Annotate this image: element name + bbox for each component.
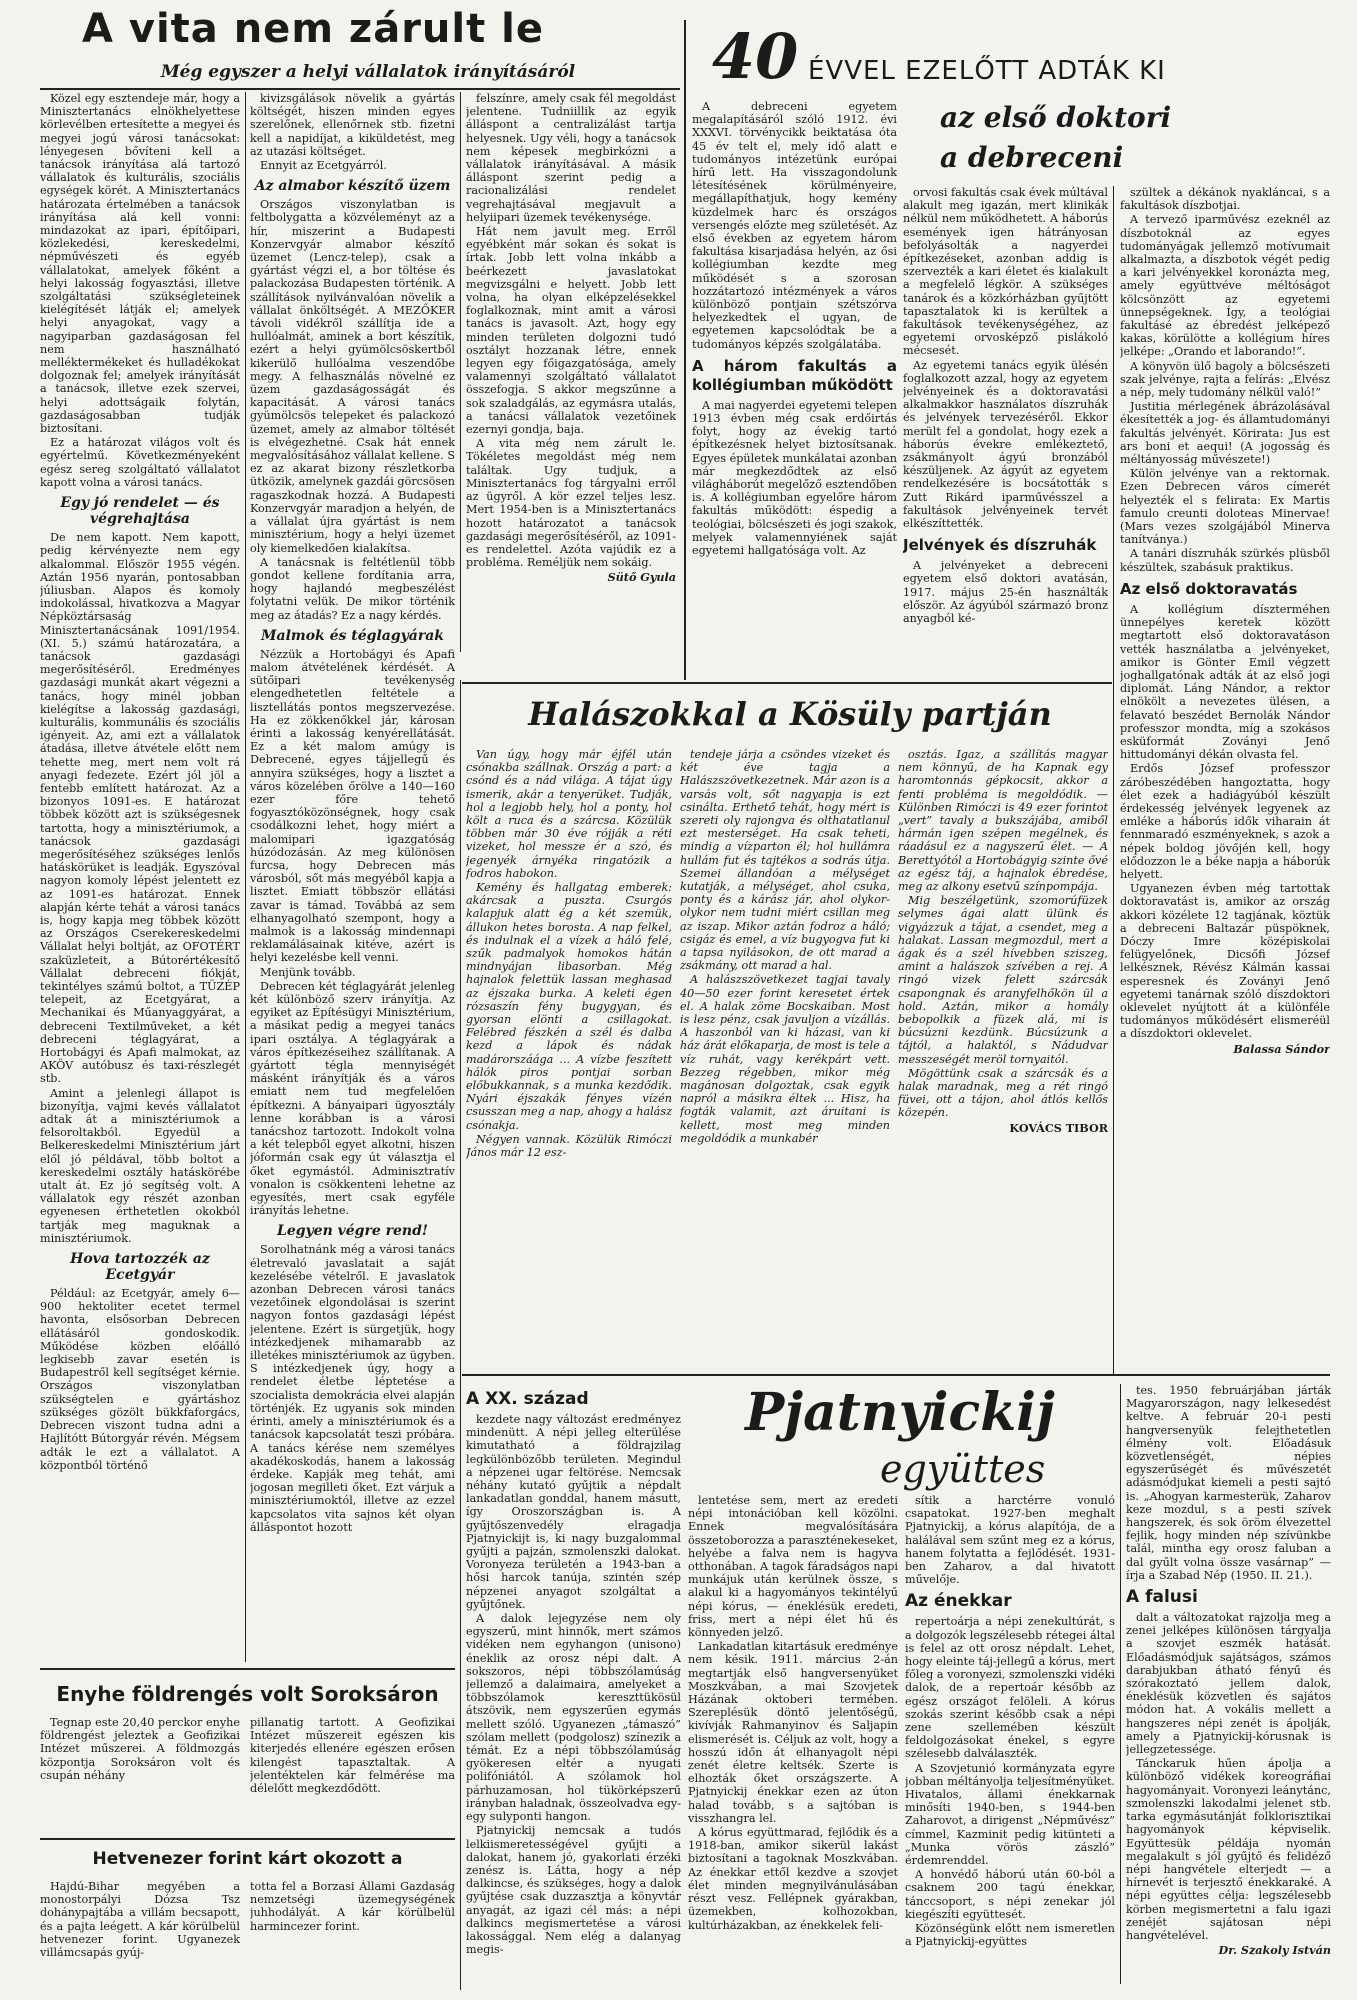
paragraph: Van úgy, hogy már éjfél után csónakba szállnak. Ország a part: a csónd és a nád világa. A tájat úgy ismerik, akár a tenyerüket. Tudják, hol a legjobb hely, hol a ponty, hol költ a ruca és a szárcsa. Közülük többen már 30 éve rójják a réti vizeket, hol messze ér a szó, és jegenyék árnyéka ringatózik a fodros habokon.	[466, 748, 672, 880]
paragraph: dalt a változatokat rajzolja meg a zenei jelképes különösen tárgyalja a szovjet eszmék hatását. Előadásmódjuk sajátságos, számos darabjukban átható fényű és szórakoztató jellem dalok, éneklésük közvetlen és sajátos módon hat. A vokális mellett a hangszeres népi zenét is ápolják, amely a Pjatnyickij-kórusnak is jellegzetessége.	[1126, 1611, 1331, 1757]
paragraph: Tegnap este 20,40 perckor enyhe földrengést jeleztek a Geofizikai Intézet műszerei. A földmozgás központja Soroksáron volt és csupán néhány	[40, 1716, 240, 1782]
paragraph: Sorolhatnánk még a városi tanács életrevaló javaslatait a saját kezelésébe vételről. E javaslatok azonban Debrecen városi tanács vezetőinek elgondolásai is szerint nagyon fontos gazdasági lépést jelentene. Ezért is sürgetjük, hogy intézkedjenek mihamarabb az illetékes minisztériumok az ügyben. S intézkedjenek úgy, hogy a rendelet életbe léptetése a szocialista demokrácia elvei alapján történjék. Ez ugyanis sok minden érinti, amely a minisztériumok és a tanácsok kapcsolatát teszi próbára. A tanács kérése nem személyes akadékoskodás, hanem a lakosság érdeke. Kapják meg tehát, ami jogosan megilleti őket. Ezt várjuk a minisztériumoktól, illetve az ezzel kapcsolatos vita sajnos két olyan álláspontot hozott	[250, 1243, 455, 1534]
paragraph: szültek a dékánok nyakláncai, s a fakultások díszbotjai.	[1120, 186, 1330, 213]
paragraph: De nem kapott. Nem kapott, pedig kérvényezte nem egy alkalommal. Először 1955 végén. Aztán 1956 nyarán, pontosabban júliusban. Alapos és komoly indokolással, hivatkozva a Magyar Népköztársaság Minisztertanácsának 1091/1954. (XI. 5.) számú határozatára, a tanácsok gazdasági megerősítéséről. Eredményes gazdasági munkát akart végezni a tanács, hogy minél jobban kielégítse a lakosság gazdasági, kulturális, kommunális és szociális igényeit. Az, ami ezt a vállalatok átadása, illetve átvétele előtt nem tehette meg, mert nem volt rá anyagi fedezete. Ezért jól jöl a fentebb említett határozat. Az a bizonyos 1091-es. E határozat többek között azt is szükségesnek tartotta, hogy a minisztériumok, a tanácsok gazdasági megerősítéséhez szükséges lenlős hatáskörüket is leadják. Egyszóval nagyon komoly lépést jelentett ez az 1091-es határozat. Ennek alapján kérte tehát a városi tanács is, hogy kapja meg többek között az Országos Cserekereskedelmi Vállalat helyi boltját, az OFOTÉRT szaküzleteit, a Bútorértékesítő Vállalat debreceni fiókját, tekintélyes számú boltot, a TÜZÉP telepeit, az Ecetgyárat, a Mechanikai és Műanyaggyárat, a debreceni Textilműveket, a két debreceni téglagyárat, a Hortobágyi és Apafi malmokat, az AKÖV autóbusz és taxi-részlegét stb.	[40, 531, 240, 1086]
article3-author: KOVÁCS TIBOR	[1009, 1120, 1108, 1135]
article4-headline: Enyhe földrengés volt Soroksáron	[56, 1682, 439, 1706]
article1-subhead: Még egyszer a helyi vállalatok irányításáról	[160, 62, 576, 82]
section-divider	[460, 680, 461, 1990]
paragraph: orvosi fakultás csak évek múltával alakult meg igazán, mert klinikák nélkül nem működhetett. A háborús események igen hátrányosan befolyásolták a nagyerdei építkezéseket, azonban addig is szervezték a kari életet és kialakult a megfelelő légkör. A szükséges tanárok és a közkórházban gyűjtött tapasztalatok ki is kerültek a fakultások tevékenységéhez, az egyetemi orvosképző pislákoló mécsesét.	[903, 186, 1108, 358]
article1-subheading-3: Az almabor készítő üzem	[254, 178, 451, 195]
article1-subheading-1: Egy jó rendelet — és végrehajtása	[60, 495, 220, 528]
article1-subheading-4: Malmok és téglagyárak	[261, 627, 444, 644]
column-divider	[460, 92, 461, 652]
article6-headline-2: együttes	[880, 1447, 1046, 1491]
paragraph: A mai nagyerdei egyetemi telepen 1913 évben még csak erdőirtás folyt, hogy az évekig tartó építkezésnek helyet biztosítsanak. Egyes épületek munkálatai azonban már megkezdődtek az első világháborút megelőző esztendőben is. A kollégiumban egyelőre három fakultás működött: éspedig a teológiai, bölcsészeti és jogi szakok, melyek valamennyiének saját egyetemi hallgatósága volt. Az	[692, 398, 897, 558]
paragraph: A tanácsnak is feltétlenül több gondot kellene fordítania arra, hogy hajlandó megbeszélést folytatni velük. De mikor történik meg az átadás? Ez a nagy kérdés.	[250, 555, 455, 622]
article6-column-2	[688, 1494, 898, 1992]
paragraph: Hát nem javult meg. Erről egyébként már sokan és sokat is írtak. Jobb lett volna inkább a beérkezett javaslatokat megvizsgálni e helyett. Jobb lett volna, ha olyan elképzelésekkel foglalkoznak, mint amit a városi tanács is javasolt. Azt, hogy egy minden területen dolgozni tudó osztályt hozzanak létre, ennek legyen egy főigazgatósága, amely valamennyi szolgáltató vállalatot összefogja. S akkor megszűnne a sok szaladgálás, az egymásra utalás, a tanácsi vállalatok vezetőinek ezernyi gondja, baja.	[466, 225, 676, 437]
article2-column-2	[903, 186, 1108, 680]
column-divider	[1113, 186, 1114, 1376]
article2-subheading-3: Az első doktoravatás	[1120, 579, 1298, 598]
paragraph: A tervező iparművész ezeknél az díszbotoknál az egyes tudományágak jellemző motívumait alkalmazta, a díszbotok végét pedig a kari jelvényekkel koronázta meg, amely együttvéve méltóságot kölcsönzött az egyetemi ünnepségeknek. Így, a teológiai fakultásé az ébredést jelképező kakas, körülötte a kollégium híres jelképe: „Orando et laborando!”.	[1120, 213, 1330, 359]
paragraph: Hajdú-Bihar megyében a monostorpályi Dózsa Tsz dohánypajtába a villám becsapott, és a pajta leégett. A kár körülbelül hetvenezer forint. Ugyanezek villámcsapás gyúj-	[40, 1880, 240, 1960]
article5-headline: Hetvenezer forint kárt okozott a	[92, 1849, 403, 1869]
paragraph: Kemény és hallgatag emberek: akárcsak a puszta. Csurgós kalapjuk alatt ég a két szemük, állukon hetes borosta. A nap felkel, és indulnak el a vízek a háló felé, szűk padmalyok homokos hátán mindnyájan libasorban. Még hajnalok felettük lassan meghasad az éjszaka burka. A keleti égen rózsaszín fény bugygyan, és gyorsan elönti a csillagokat. Felébred fészkén a szél és dalba kezd a lápok és nádak madárorszáága ... A vízbe feszített hálók piros pontjai sorban előbukkannak, s a munka kezdődik. Nyári éjszakák fényes vízén csusszan meg a nap, ahogy a halász csónakja.	[466, 881, 672, 1132]
article6-column-4	[1126, 1384, 1331, 1992]
article1-column-1	[40, 92, 240, 1664]
article1-subheading-2: Hova tartozzék az Ecetgyár	[70, 1251, 210, 1284]
paragraph: A tanári díszruhák szürkés plüsből készültek, szabásuk praktikus.	[1120, 547, 1330, 574]
paragraph: A halászszövetkezet tagjai tavaly 40—50 ezer forint keresetet értek el. A halak zöme Bocskaiban. Most is lesz pénz, csak javuljon a vízállás. A haszonból van ki házasi, van ki ház árát előkaparja, de most is tele a víz ruhát, vagy kerékpárt vett. Bezzeg régebben, mikor még magánosan dolgoztak, csak egyik napról a másikra éltek ... Hisz, ha fogták valamit, azt áruitani is kellett, most meg minden megoldódik a munkabér	[680, 973, 890, 1145]
article2-column-3	[1120, 186, 1330, 1376]
paragraph: Tánckaruk hűen ápolja a különböző vidékek koreográfiai hagyományait. Voronyezi leánytánc, szmolenszki lakodalmi jelenet stb. tarka egymásutánját folklorisztikai hagyományok képviselik. Együttesük példája nyomán megalakult s jól gyűjtő és felidéző népi hangvétele elterjedt — a hírnevét is terjesztő énekkaraké. A népi együttes célja: legszélesebb körben megismertetni a falu igazi zenéjét sajátosan népi hangvételével.	[1126, 1757, 1331, 1942]
paragraph: tendeje járja a csöndes vizeket és két éve tagja a Halászszövetkezetnek. Már azon is a varsás volt, sőt nagyapja is ezt csinálta. Erthető tehát, hogy mért is szereti oly rajongva és olthatatlanul ezt mesterséget. Ha csak teheti, mindig a vízparton él; hol hullámra hullám fut és tajtékos a sodrás útja. Szemei állandóan a mélységet kutatják, a mélységet, ahol csuka, ponty és a kárász jár, ahol olykor-olykor nem tudni miért csillan meg az iszap. Mikor aztán fodroz a háló; csigáz és emel, a víz bugyogva fut ki a tapsa nyilásokon, de ott marad a zsákmány, ott marad a hal.	[680, 748, 890, 973]
article1-column-3	[466, 92, 676, 677]
paragraph: Nézzük a Hortobágyi és Apafi malom átvételének kérdését. A sütőipari tevékenység elengedhetetlen feltétele a lisztellátás pontos megszervezése. Ha ez zökkenőkkel jár, károsan érinti a lakosság kenyérellátását. Ez a két malom amúgy is Debrecené, egyes tájjellegű és annyira szükséges, hogy a lisztet a város közelében őrölve a 140—160 ezer főre tehető fogyasztóközönségnek, hogy csak csodálkozni lehet, hogy miért a malomipari igazgatóság húzódozásán. Az meg különösen furcsa, hogy Debrecen más városból, sőt más megyéből kapja a lisztet. Emiatt többször ellátási zavar is támad. Továbbá az sem elhanyagolható szempont, hogy a malmok is a lakosság mindennapi reklamálásainak kitéve, azért is helyi kezelésbe kell venni.	[250, 647, 455, 965]
article1-author: Sütő Gyula	[607, 570, 676, 585]
paragraph: felszínre, amely csak fél megoldást jelentene. Tudniillik az egyik álláspont a centralizálást tartja helyesnek. Ugy véli, hogy a tanácsok nem képesek megbirkózni a vállalatok irányításával. A másik álláspont szerint pedig a racionalizálási rendelet vegrehajtásával megjavult a helyiipari üzemek tevékenysége.	[466, 92, 676, 224]
article5-column-2	[250, 1880, 455, 1990]
paragraph: totta fel a Borzasi Állami Gazdaság nemzetségi üzemegységének juhhodályát. A kár körülbelül harmincezer forint.	[250, 1880, 455, 1933]
paragraph: Négyen vannak. Közülük Rimóczi János már 12 esz-	[466, 1132, 672, 1160]
section-divider	[684, 20, 686, 680]
article4-column-1	[40, 1716, 240, 1836]
article6-column-3	[905, 1494, 1115, 1992]
paragraph: kivizsgálások növelik a gyártás költségét, hiszen minden egyes szerelőnek, ellenőrnek stb. fizetni kell a napidíjat, a kiküldetést, meg az utazási költséget.	[250, 92, 455, 158]
paragraph: A honvédő háború után 60-ból a csaknem 200 tagú énekkar, tánccsoport, s népi zenekar jól kiegészíti együttesét.	[905, 1868, 1115, 1921]
paragraph: A debreceni egyetem megalapításáról szóló 1912. évi XXXVI. törvénycikk beiktatása óta 45 év telt el, mely idő alatt e tudományos intézetünk európai hírű lett. Ha visszagondolunk létesítésének körülményeire, megállapíthatjuk, hogy kemény küzdelmek harc és országos versengés előzte meg születését. Az első években az egyetem három fakultása kisarjadása helyén, az ősi kollégiumban kezdte meg működését s a szorosan hozzátartozó intézmények a város különböző pontjain szétszórva helyezkedtek el ugyan, de egyetemen kapcsolódtak be a tudományos képzés szolgálatába.	[692, 100, 897, 351]
paragraph: pillanatig tartott. A Geofizikai Intézet műszereit egészen kis kiterjedés ellenére egészen erősen kilengést tapasztaltak. A jelentéktelen kár felmérése ma délelőtt megkezdődött.	[250, 1716, 455, 1796]
paragraph: Közel egy esztendeje már, hogy a Minisztertanács elnökhelyettese körlevélben ertesítette a megyei és megyei jogú városi tanácsokat: lényegesen bővíteni kell a tanácsok irányítása alá tartozó vállalatok és kulturális, szociális egységek körét. A Minisztertanács határozata értelmében a tanácsok irányítása alá kell vonni: mindazokat az ipari, építőipari, közlekedési, kereskedelmi, népművészeti és egyéb vállalatokat, amelyek főként a helyi lakosság fogyasztási, illetve szolgáltatási szükségleteinek kielégítését látják el; amelyek helyi anyagokat, vagy a nagyiparban gazdaságosan fel nem használható melléktermékeket és hulladékokat dolgoznak fel; amelyek irányítását a tanácsok, illetve ezek szervei, helyi adottságaik folytán, gazdaságosabban tudják biztosítani.	[40, 92, 240, 436]
paragraph: Ez a határozat világos volt és egyértelmű. Következményeként egész sereg szolgáltató vállalatot kapott volna a városi tanács.	[40, 436, 240, 489]
paragraph: Közönségünk előtt nem ismeretlen a Pjatnyickij-együttes	[905, 1922, 1115, 1949]
paragraph: Debrecen két téglagyárát jelenleg két különböző szerv irányítja. Az egyiket az Építésügyi Minisztérium, a másikat pedig a megyei tanács ipari osztálya. A téglagyárak a város építkezéseihez szállítanak. A gyártott tégla mennyiségét másként irányítják és a város emiatt nem tud megfelelően építkezni. A bányaipari ügyosztály lenne korábban is a városi tanácshoz tartozott. Indokolt volna a két telepből egyet alkotni, hiszen jóformán csak egy út választja el őket egymástól. Adminisztratív vonalon is csökkenteni lehetne az egyesítés, mert csak egyféle irányítás lehetne.	[250, 979, 455, 1218]
article6-intro-heading: A XX. század	[466, 1389, 589, 1409]
paragraph: A vita még nem zárult le. Tökéletes megoldást még nem találtak. Ugy tudjuk, a Minisztertanács fog tárgyalni erről az ügyről. A kör ezzel teljes lesz. Mert 1954-ben is a Minisztertanács hozott határozatot a tanácsok gazdasági megerősítéséről, az 1091-es rendelettel. Azóta vajúdik ez a probléma. Reméljük nem sokáig.	[466, 437, 676, 570]
paragraph: Mig beszélgetünk, szomorúfüzek selymes ágai alatt ülünk és vigyázzuk a tájat, a csendet, meg a halakat. Lassan megmozdul, mert a ágak és a szél hívebben sziszeg, amint a halászok szívében a rej. A ringó vizek felett szárcsák csapongnak és aranyfelhőkön ül a hold. Aztán, mikor a homály bebopolkik a füzek alá, mi is búcsúzni kezdünk. Búcsúzunk a tájtól, a halaktól, s Nádudvar messzeségét meröl tornyaitól.	[898, 894, 1108, 1066]
paragraph: Justitia mérlegének ábrázolásával ékesítették a jog- és államtudományi fakultás jelvényét. Körirata: Jus est ars boni et aequi! (A jogosság és méltányosság művészete!)	[1120, 400, 1330, 467]
section-divider	[40, 1668, 455, 1670]
article6-author: Dr. Szakoly István	[1218, 1943, 1331, 1958]
paragraph: Az egyetemi tanács egyik ülésén foglalkozott azzal, hogy az egyetem jelvényeinek és a doktoravatási alkalmakkor használatos díszruhák és jelvények tervezéséről. Ekkor merült fel a gondolat, hogy ezek a háborús évekre emlékeztető, zsákmányolt ágyú bronzából készüljenek. Az ágyút az egyetem rendelkezésére is bocsátották s Zutt Rikárd iparművésszel a fakultások jelvényeinek tervét elkészíttették.	[903, 358, 1108, 531]
article6-column-1	[466, 1384, 681, 1992]
paragraph: Lankadatlan kitartásuk eredménye nem késik. 1911. március 2-án megtartják első hangversenyüket Moszkvában, a mai Szovjetek Házának oktoberi termében. Szereplésük döntő jelentőségű, kivívják Rahmanyinov és Saljapin elismerését is. Céljuk az volt, hogy a hosszú időn át elhanyagolt népi zenét életre keltsék. Szerte is elhozták őket országszerte. A Pjatnyickij énekkar ezen az úton halad tovább, s a sajtóban is visszhangra lel.	[688, 1640, 898, 1825]
article6-subheading-1: Az énekkar	[905, 1591, 1012, 1612]
column-divider	[1120, 1384, 1121, 1984]
paragraph: A kórus együttmarad, fejlődik és a 1918-ban, amikor sikerül lakást biztosítani a tagoknak Moszkvában. Az énekkar ettől kezdve a szovjet élet minden megnyilvánulásában részt vesz. Fellépnek gyárakban, üzemekben, kolhozokban, kultúrházakban, az énekkelek feli-	[688, 1826, 898, 1932]
section-divider	[462, 1374, 1330, 1376]
article5-column-1	[40, 1880, 240, 1990]
article2-subheading-1: A három fakultás a kollégiumban működött	[692, 356, 897, 394]
paragraph: tes. 1950 februárjában járták Magyarországon, nagy lelkesedést keltve. A február 20-i pesti hangversenyük felejthetetlen élmény volt. Előadásuk közvetlenségét, népies egyszerűségét és művészetét adásmódjukat kiemeli a pesti sajtó is. „Ahogyan karmesterük, Zaharov keze mozdul, s a pesti szívek hangszerek, és sok öröm élvezettel fejlik, hogy minden nép szívünkbe talál, mintha egy orosz faluban a dal gyűlt volna össze vasárnap” — írja a Szabad Nép (1950. II. 21.).	[1126, 1384, 1331, 1582]
article2-subhead-1: az első doktori	[940, 101, 1172, 134]
paragraph: A dalok lejegyzése nem oly egyszerű, mint hinnők, mert számos vidéken nem egyhangon (unisono) éneklik az orosz népi dalt. A sokszoros, népi többszólamúság jellemző a dalaimaira, amelyeket a többszólamok kereszttükösül átszövik, nem egyszerűen egymás mellett szóló. Ugyanezen „támaszó” szólam mellett (podgolosz) színezik a témát. Ez a népi többszólamúság gyökeresen eltér a nyugati polifóniától. A szólamok hol párhuzamosan, hol tükörképszerű irányban haladnak, összeolvadva egy-egy sulyponti hangon.	[466, 1612, 681, 1824]
paragraph: Pjatnyickij nemcsak a tudós lelkiismeretességével gyűjti a dalokat, hanem jó, gyakorlati érzéki zenész is. Látta, hogy a nép dalkincse, és szükséges, hogy a dalok gyűjtése csak duzzasztja a könyvtár anyagát, az igazi cél más: a népi dalkincs megismertetése a városi lakossággal. Nem elég a dalanyag megis-	[466, 1824, 681, 1957]
paragraph: Országos viszonylatban is feltbolygatta a közvéleményt az a hír, miszerint a Budapesti Konzervgyár almabor készítő üzemet (Lencz-telep), csak a gyártást végzi el, a bor töltése és palackozása Budapesten történik. A szállítások nyilvánvalóan növelik a vállalat önköltségét. A MEZŐKER távoli vidékről szállítja ide a hullóalmát, aminek a bort készítik, ezért a helyi gyümölcsöskertből kikerülő hullóalma veszendőbe megy. A felhasználás növelné ez üzem gazdaságosságát és kapacitását. A városi tanács gyümölcsös telepeket és palackozó üzemet, amely az almabor töltését is elvégezhetné. Csak hát ennek megvalósításához vállalat kellene. S ez az akarat bizony részletkorba ütközik, amelynek gazdái görcsösen ragaszkodnak hozzá. A Budapesti Konzervgyár maradjon a helyén, de a vállalat újra gyártást is nem minisztérium, hogy a helyi üzemet oly kiemelkedően kialakítsa.	[250, 198, 455, 555]
paragraph: A jelvényeket a debreceni egyetem első doktori avatásán, 1917. május 25-én használták először. Az ágyúból származó bronz anyagból ké-	[903, 559, 1108, 626]
paragraph: Ennyit az Ecetgyárról.	[260, 159, 387, 173]
article6-headline-1: Pjatnyickij	[745, 1382, 1055, 1443]
section-divider	[462, 682, 1112, 684]
paragraph: lentetése sem, mert az eredeti népi intonációban kell közölni. Ennek megvalósítására összetoborozza a paraszténekeseket, helyébe a falva nem is hagyva otthonában. A tagok fáradságos napi munkájuk után kerülnek össze, s alakul ki a hagyományos tekintélyű népi kórus, — éneklésük eredeti, friss, mert a népi élet hű és könnyeden jelző.	[688, 1494, 898, 1640]
article1-subheading-5: Legyen végre rend!	[276, 1223, 429, 1240]
paragraph: A könyvön ülő bagoly a bölcsészeti szak jelvénye, rajta a felírás: „Elvész a nép, mely tudomány nélkül való!”	[1120, 359, 1330, 400]
section-divider	[40, 1838, 455, 1840]
article6-subheading-2: A falusi	[1126, 1587, 1198, 1608]
paragraph: kezdete nagy változást eredményez mindenütt. A népi jelleg elterülése kimutatható a földrajzilag legkülönbözőbb területen. Megindul a népzenei ugar feltörése. Nemcsak néhány kutató gyűjtik a népdalt lankadatlan gonddal, hanem másutt, így Oroszországban is. A gyűjtőszenvedély elragadja Pjatnyickijt is, ki nagy buzgalommal gyűjti a pajzán, szmolenszki dalokat. Voronyeza területén a 1943-ban a hősi harcok tanúja, szintén szép népzenei anyagot szolgáltat a gyűjtőnek.	[466, 1413, 681, 1611]
paragraph: Ugyanezen évben még tartottak doktoravatást is, amikor az ország akkori közélete 12 tagjának, köztük a debreceni Baltazár püspöknek, Dóczy Imre középiskolai felügyelőnek, Dicsőfi József lelkésznek, Révész Kálmán kassai esperesnek és Zoványi Jenő egyetemi tanárnak szóló díszdoktori oklevelet nyújtott át a különféle tudományos működésért elismeréül a díszdoktori oklevelet.	[1120, 882, 1330, 1041]
paragraph: Menjünk tovább.	[260, 965, 356, 979]
paragraph: A Szovjetunió kormányzata egyre jobban méltányolja teljesítményüket. Hivatalos, állami énekkarnak minősíti 1940-ben, s 1944-ben Zaharovot, a dirigenst „Népművész” címmel, Kazminit pedig kitünteti a „Munka vörös zászló” érdemrenddel.	[905, 1761, 1115, 1868]
article2-author: Balassa Sándor	[1233, 1041, 1330, 1056]
article2-column-1	[692, 100, 897, 680]
paragraph: Amint a jelenlegi állapot is bizonyítja, vajmi kevés vállalatot adtak át a minisztériumok a felsoroltakból. Egyedül a Belkereskedelmi Minisztérium járt elől jó példával, több boltot a kereskedelmi osztály hatáskörébe utalt át. Ez jó segítség volt. A vállalatok egy részét azonban egyenesen érthetetlen okokból tartják meg maguknak a minisztériumok.	[40, 1086, 240, 1245]
article3-column-3	[898, 748, 1108, 1368]
paragraph: Mögöttünk csak a szárcsák és a halak maradnak, meg a rét ringó füvei, ott a tájon, ahol átlós kellős közepén.	[898, 1066, 1108, 1120]
article3-column-1	[466, 748, 672, 1368]
article3-column-2	[680, 748, 890, 1368]
paragraph: Például: az Ecetgyár, amely 6—900 hektoliter ecetet termel havonta, elsősorban Debrecen ellátásáról gondoskodik. Működése közben előálló legkisebb zavar esetén is Budapestről kell segítséget kérnie. Országos viszonylatban szükségtelen e gyártáshoz szükséges gözölt bükkfaforgács, Debrecen viszont tudna adni a Hajlítótt Bútorgyár révén. Mégsem adták le ezt a vállalatot. A központból történő	[40, 1287, 240, 1472]
article3-headline: Halászokkal a Kösüly partján	[528, 695, 1052, 733]
paragraph: repertoárja a népi zenekultúrát, s a dolgozók legszélesebb rétegei által is felel az ott orosz népdalt. Lehet, hogy eleinte táj-jellegű a kórus, mert főleg a voronyezi, szmolenszki vidéki dalok, de a repertoár később az egész országot felöleli. A kórus szokás szerint később csak a népi zene szellemében készült feldolgozásokat énekel, s egyre szélesebb dalválaszték.	[905, 1615, 1115, 1761]
article4-column-2	[250, 1716, 455, 1836]
article2-headline: ÉVVEL EZELŐTT ADTÁK KI	[808, 56, 1166, 86]
paragraph: Erdős József professzor záróbeszédében hangoztatta, hogy élet ezek a hadiágyúból készült érdekesség jelvények legyenek az emléke a háborús idők viharain át fennmaradó eszményeknek, s azok a népek boldog jövőjén kell, hogy elődozzon le a béke napja a háborúk helyett.	[1120, 762, 1330, 881]
article2-headline-number: 40	[712, 22, 799, 92]
column-divider	[245, 92, 246, 1662]
article1-rule	[40, 88, 680, 90]
paragraph: osztás. Igaz, a szállítás magyar nem könnyű, de ha Kapnak egy haromtonnás gépkocsit, akkor a fenti probléma is megoldódik. — Különben Rimóczi is 49 ezer forintot „vert” tavaly a bukszájába, amiből hármán igen szépen megélnek, és ráadásul ez a nagyszerű élet. — A Berettyótól a Hortobágyig szinte ővé az egész táj, a hajnalok ébredése, meg az alkony esetvű színpompája.	[898, 748, 1108, 894]
article2-subheading-2: Jelvények és díszruhák	[903, 536, 1097, 555]
article2-subhead-2: a debreceni	[940, 141, 1124, 174]
article1-column-2	[250, 92, 455, 1664]
article1-headline: A vita nem zárult le	[82, 6, 544, 52]
paragraph: sítik a harctérre vonuló csapatokat. 1927-ben meghalt Pjatnyickij, a kórus alapítója, de a halálával sem szűnt meg ez a kórus, hanem folytatta a fejlődését. 1931-ben Zaharov, a dal hivatott művelője.	[905, 1494, 1115, 1587]
paragraph: A kollégium díszterméhen ünnepélyes keretek között megtartott első doktoravatáson vették használatba a jelvényeket, amikor is Gönter Emil végzett joghallgatónak adták át az első jogi diplomát. Láng Nándor, a rektor elnökölt a nevezetes ülésen, a felavató beszédet Bernolák Nándor professzor mondta, míg a szokásos esküformát Zoványi Jenő hittudományi dékán olvasta fel.	[1120, 602, 1330, 762]
paragraph: Külön jelvénye van a rektornak. Ezen Debrecen város címerét helyezték el s felirata: Ex Martis famulo creunti doloteas Minervae! (Mars vezes szolgájából Minerva tanítványa.)	[1120, 467, 1330, 547]
